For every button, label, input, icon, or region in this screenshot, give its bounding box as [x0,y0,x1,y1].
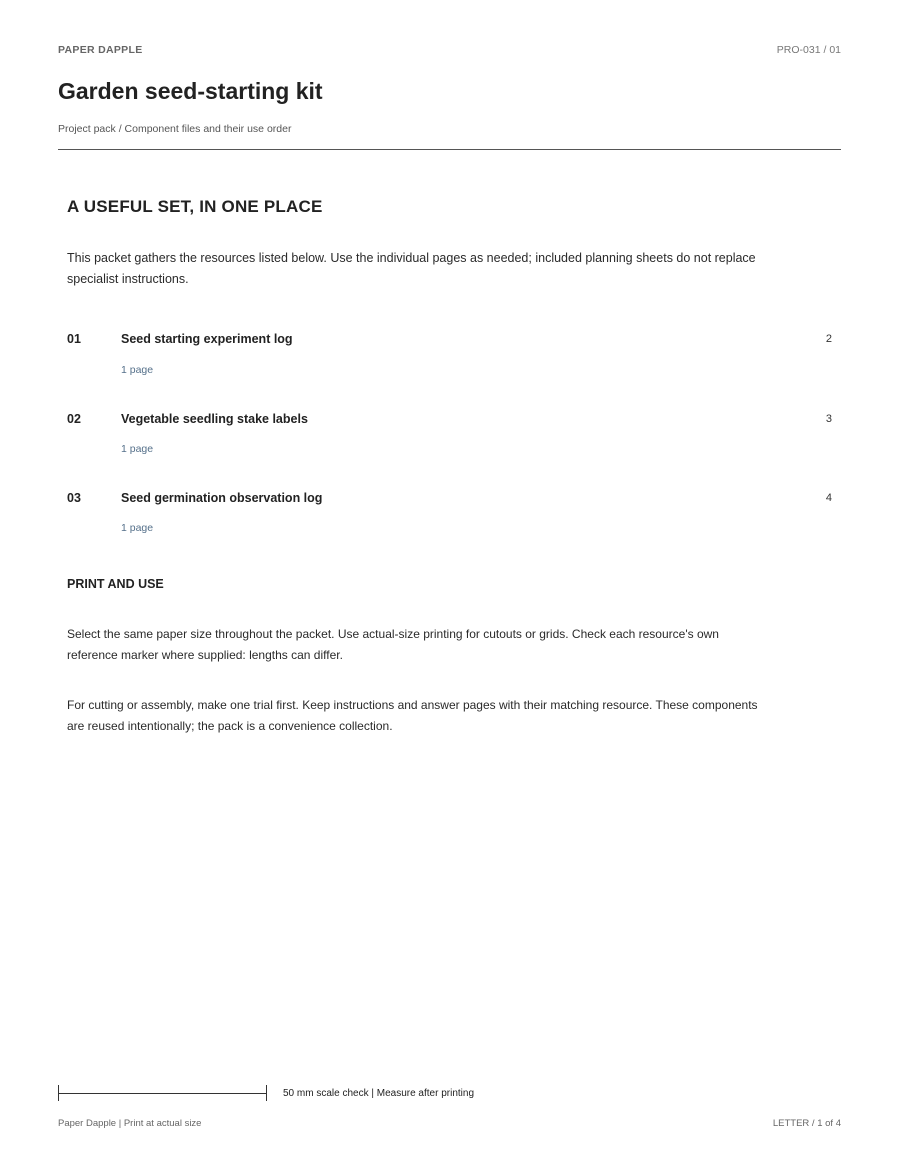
page-subtitle: Project pack / Component files and their use order [58,123,292,135]
item-title: Vegetable seedling stake labels [121,412,308,426]
brand-name: PAPER DAPPLE [58,44,143,56]
footer-left: Paper Dapple | Print at actual size [58,1118,202,1129]
item-page-count: 1 page [121,364,154,376]
scale-label: 50 mm scale check | Measure after printing [283,1088,475,1099]
intro-heading: A USEFUL SET, IN ONE PLACE [67,197,323,216]
page-title: Garden seed-starting kit [58,78,323,104]
item-page-number: 3 [825,413,832,425]
print-paragraph: For cutting or assembly, make one trial first. Keep instructions and answer pages with their matching resource. These components are reused intentionally; the pack is a convenience collection. [67,698,758,733]
document-id: PRO-031 / 01 [776,44,841,56]
item-title: Seed starting experiment log [121,332,293,346]
scale-bar [58,1085,267,1101]
header-divider [58,149,841,150]
item-number: 01 [67,332,81,346]
intro-text: This packet gathers the resources listed below. Use the individual pages as needed; included planning sheets do not replace specialist instructions. [67,251,756,286]
item-title: Seed germination observation log [121,491,323,505]
item-page-count: 1 page [121,522,154,534]
item-page-count: 1 page [121,443,154,455]
print-paragraph: Select the same paper size throughout the packet. Use actual-size printing for cutouts or grids. Check each resource's own reference marker where supplied: lengths can differ. [67,627,719,662]
print-heading: PRINT AND USE [67,577,164,591]
item-page-number: 2 [825,333,832,345]
footer-page-info: LETTER / 1 of 4 [772,1118,841,1129]
item-number: 03 [67,491,81,505]
item-number: 02 [67,412,81,426]
item-page-number: 4 [825,492,832,504]
